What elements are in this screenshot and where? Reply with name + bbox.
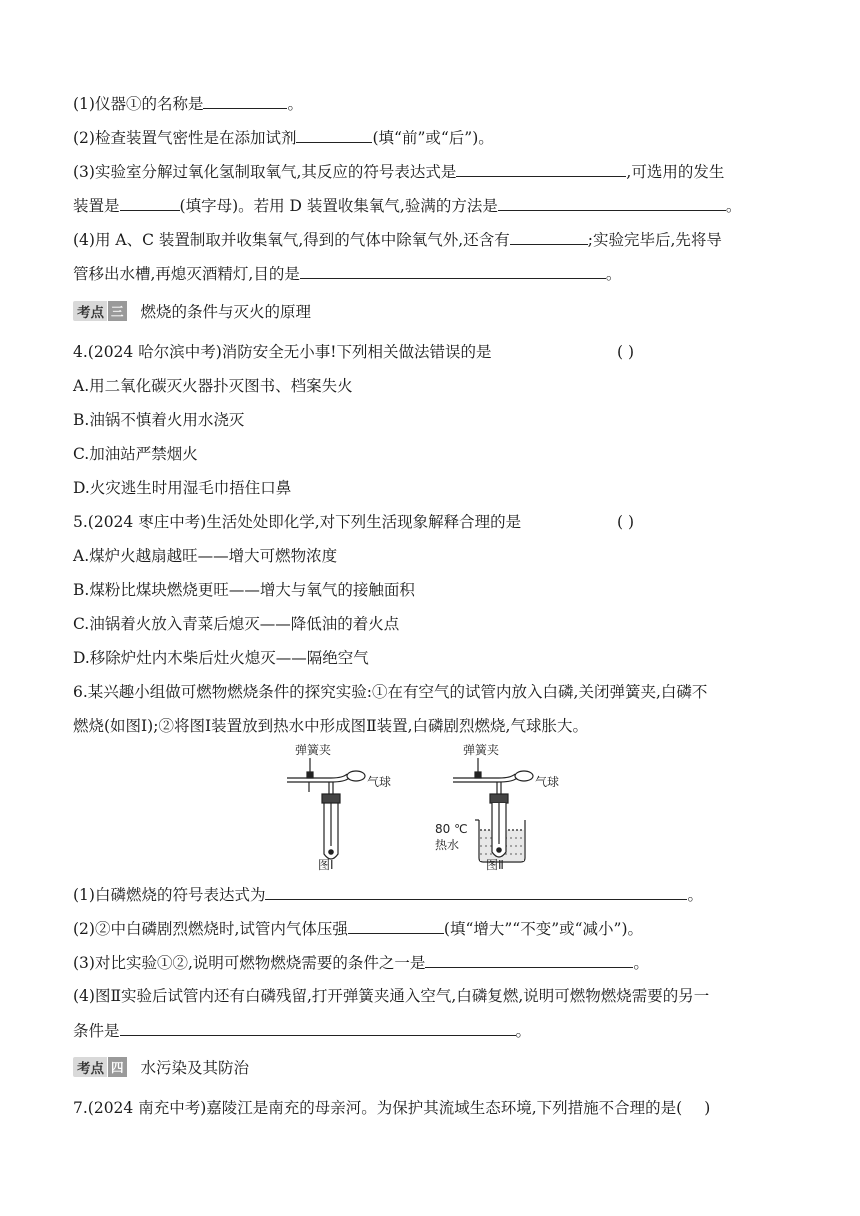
q5-option-a[interactable]: A.煤炉火越扇越旺——增大可燃物浓度 xyxy=(73,547,338,565)
q3-sub4-cont: 管移出水槽,再熄灭酒精灯,目的是 。 xyxy=(73,265,622,283)
figure-1-caption: 图Ⅰ xyxy=(318,858,334,872)
section-title: 燃烧的条件与灭火的原理 xyxy=(140,303,312,321)
balloon-label-1: 气球 xyxy=(367,775,392,789)
section-header-4 xyxy=(73,1056,249,1078)
figure-2-caption: 图Ⅱ xyxy=(486,858,504,872)
answer-blank[interactable] xyxy=(510,229,588,245)
q6-stem-line1: 6.某兴趣小组做可燃物燃烧条件的探究实验:①在有空气的试管内放入白磷,关闭弹簧夹,白磷不 xyxy=(73,683,708,701)
experiment-figure xyxy=(285,738,585,872)
q6-sub4-cont: 条件是 。 xyxy=(73,1022,532,1040)
spring-clip-label-2: 弹簧夹 xyxy=(463,743,500,757)
q7-stem: 7.(2024 南充中考)嘉陵江是南充的母亲河。为保护其流域生态环境,下列措施不合理的是( ) xyxy=(73,1099,711,1117)
answer-blank[interactable] xyxy=(348,918,444,934)
q5-answer-paren[interactable]: ( ) xyxy=(617,513,635,531)
q4-option-c[interactable]: C.加油站严禁烟火 xyxy=(73,445,198,463)
answer-blank[interactable] xyxy=(203,93,287,109)
q4-stem: 4.(2024 哈尔滨中考)消防安全无小事!下列相关做法错误的是 xyxy=(73,343,492,361)
q6-sub3: (3)对比实验①②,说明可燃物燃烧需要的条件之一是 。 xyxy=(73,954,649,972)
q4-answer-paren[interactable]: ( ) xyxy=(617,343,635,361)
section-badge: 考点 四 xyxy=(73,1057,127,1077)
spring-clip-label-1: 弹簧夹 xyxy=(295,743,332,757)
q3-sub3-cont: 装置是 (填字母)。若用 D 装置收集氧气,验满的方法是 。 xyxy=(73,197,742,215)
q3-sub4: (4)用 A、C 装置制取并收集氧气,得到的气体中除氧气外,还含有 ;实验完毕后,先将导 xyxy=(73,231,722,249)
section-header-3 xyxy=(73,300,311,322)
balloon-label-2: 气球 xyxy=(535,775,560,789)
answer-blank[interactable] xyxy=(120,1020,516,1036)
section-badge: 考点 三 xyxy=(73,301,127,321)
answer-blank[interactable] xyxy=(498,195,726,211)
q4-option-a[interactable]: A.用二氧化碳灭火器扑灭图书、档案失火 xyxy=(73,377,353,395)
q6-stem-line2: 燃烧(如图Ⅰ);②将图Ⅰ装置放到热水中形成图Ⅱ装置,白磷剧烈燃烧,气球胀大。 xyxy=(73,717,588,735)
answer-blank[interactable] xyxy=(300,263,606,279)
answer-blank[interactable] xyxy=(120,195,180,211)
section-title: 水污染及其防治 xyxy=(140,1059,250,1077)
answer-blank[interactable] xyxy=(425,952,633,968)
q3-sub3: (3)实验室分解过氧化氢制取氧气,其反应的符号表达式是 ,可选用的发生 xyxy=(73,163,725,181)
water-temperature-label: 80 ℃ xyxy=(435,822,468,836)
q5-option-d[interactable]: D.移除炉灶内木柴后灶火熄灭——隔绝空气 xyxy=(73,649,369,667)
answer-blank[interactable] xyxy=(296,127,372,143)
q5-option-b[interactable]: B.煤粉比煤块燃烧更旺——增大与氧气的接触面积 xyxy=(73,581,415,599)
q3-sub1: (1)仪器①的名称是 。 xyxy=(73,95,303,113)
hot-water-label: 热水 xyxy=(435,838,460,852)
q4-option-d[interactable]: D.火灾逃生时用湿毛巾捂住口鼻 xyxy=(73,479,292,497)
answer-blank[interactable] xyxy=(265,884,687,900)
q5-option-c[interactable]: C.油锅着火放入青菜后熄灭——降低油的着火点 xyxy=(73,615,400,633)
q6-sub2: (2)②中白磷剧烈燃烧时,试管内气体压强 (填“增大”“不变”或“减小”)。 xyxy=(73,920,644,938)
q4-option-b[interactable]: B.油锅不慎着火用水浇灭 xyxy=(73,411,245,429)
q6-sub1: (1)白磷燃烧的符号表达式为 。 xyxy=(73,886,703,904)
q6-sub4: (4)图Ⅱ实验后试管内还有白磷残留,打开弹簧夹通入空气,白磷复燃,说明可燃物燃烧需要的另一 xyxy=(73,987,710,1005)
answer-blank[interactable] xyxy=(456,161,626,177)
q3-sub2: (2)检查装置气密性是在添加试剂 (填“前”或“后”)。 xyxy=(73,129,494,147)
q5-stem: 5.(2024 枣庄中考)生活处处即化学,对下列生活现象解释合理的是 xyxy=(73,513,522,531)
figure-1 xyxy=(287,742,391,872)
figure-2 xyxy=(435,742,559,872)
